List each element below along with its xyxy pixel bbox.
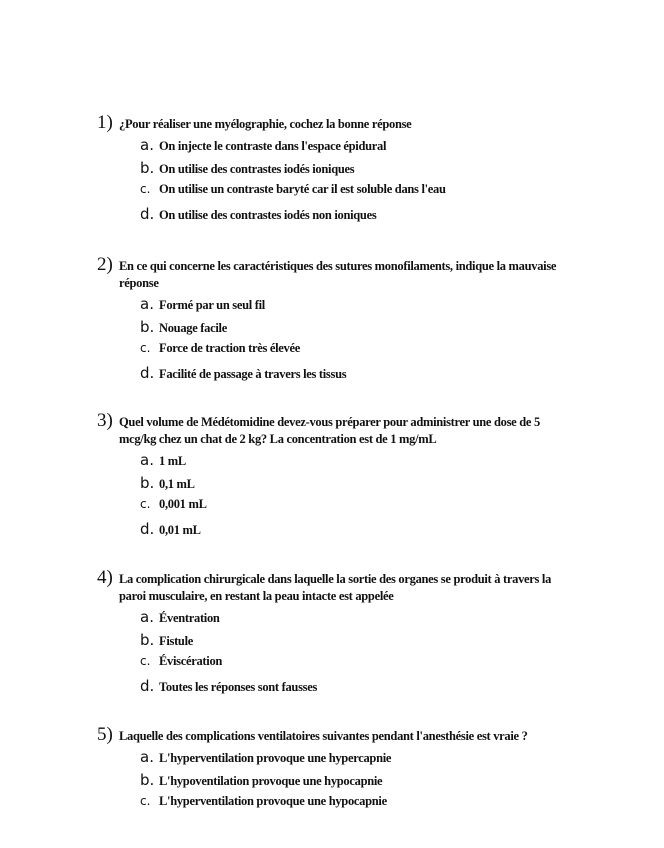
- option-c: [140, 654, 577, 677]
- option-b: [140, 159, 577, 182]
- option-letter: c.: [140, 341, 151, 355]
- option-c: [140, 341, 577, 364]
- option-letter: b.: [140, 159, 155, 177]
- option-text: On utilise des contrastes iodés ioniques: [159, 162, 355, 176]
- option-letter: a.: [140, 136, 154, 154]
- option-b: [140, 474, 577, 497]
- option-b: [140, 771, 577, 794]
- question-header: [97, 410, 577, 448]
- option-text: On utilise des contrastes iodés non ioniques: [159, 208, 377, 222]
- option-text: Éviscération: [159, 654, 223, 668]
- option-d: [140, 364, 577, 387]
- option-text: L'hyperventilation provoque une hypercapnie: [159, 751, 392, 765]
- question-3: [97, 410, 577, 543]
- option-a: [140, 295, 577, 318]
- option-d: [140, 677, 577, 700]
- question-4: [97, 567, 577, 700]
- option-text: 0,001 mL: [159, 497, 207, 511]
- answer-options: [97, 608, 577, 700]
- question-text: La complication chirurgicale dans laquelle la sortie des organes se produit à travers la paroi musculaire, en restant la peau intacte est appelée: [119, 572, 552, 603]
- option-text: Force de traction très élevée: [159, 341, 300, 355]
- option-letter: a.: [140, 295, 154, 313]
- answer-options: [97, 748, 577, 817]
- answer-options: [97, 295, 577, 387]
- option-letter: b.: [140, 771, 155, 789]
- option-text: L'hypoventilation provoque une hypocapnie: [159, 774, 383, 788]
- option-letter: d.: [140, 677, 155, 695]
- option-a: [140, 748, 577, 771]
- option-text: Toutes les réponses sont fausses: [159, 680, 318, 694]
- question-5: [97, 724, 577, 817]
- option-a: [140, 608, 577, 631]
- option-text: On injecte le contraste dans l'espace épidural: [159, 139, 387, 153]
- option-letter: c.: [140, 794, 151, 808]
- option-letter: b.: [140, 631, 155, 649]
- question-text: ¿Pour réaliser une myélographie, cochez la bonne réponse: [119, 117, 412, 131]
- question-number: 3): [97, 410, 113, 431]
- option-a: [140, 136, 577, 159]
- option-text: On utilise un contraste baryté car il est soluble dans l'eau: [159, 182, 446, 196]
- option-c: [140, 794, 577, 817]
- question-2: [97, 254, 577, 387]
- question-1: [97, 112, 577, 228]
- question-text: Laquelle des complications ventilatoires suivantes pendant l'anesthésie est vraie ?: [119, 729, 528, 743]
- option-text: 1 mL: [159, 454, 186, 468]
- option-letter: d.: [140, 520, 155, 538]
- question-text: Quel volume de Médétomidine devez-vous préparer pour administrer une dose de 5 mcg/kg chez un chat de 2 kg? La concentration est de 1 mg/mL: [119, 415, 540, 446]
- option-text: Fistule: [159, 634, 194, 648]
- option-b: [140, 631, 577, 654]
- option-a: [140, 451, 577, 474]
- option-text: Formé par un seul fil: [159, 298, 265, 312]
- question-number: 2): [97, 254, 113, 275]
- question-header: [97, 112, 577, 133]
- option-letter: b.: [140, 474, 155, 492]
- question-header: [97, 254, 577, 292]
- option-text: 0,1 mL: [159, 477, 195, 491]
- question-header: [97, 724, 577, 745]
- question-number: 1): [97, 112, 113, 133]
- option-b: [140, 318, 577, 341]
- option-letter: c.: [140, 182, 151, 196]
- answer-options: [97, 136, 577, 228]
- option-letter: b.: [140, 318, 155, 336]
- question-text: En ce qui concerne les caractéristiques des sutures monofilaments, indique la mauvaise réponse: [119, 259, 557, 290]
- option-text: Facilité de passage à travers les tissus: [159, 367, 347, 381]
- option-letter: a.: [140, 608, 154, 626]
- option-c: [140, 497, 577, 520]
- option-d: [140, 205, 577, 228]
- option-letter: c.: [140, 654, 151, 668]
- option-letter: a.: [140, 748, 154, 766]
- question-number: 5): [97, 724, 113, 745]
- option-letter: d.: [140, 364, 155, 382]
- answer-options: [97, 451, 577, 543]
- option-d: [140, 520, 577, 543]
- option-text: Nouage facile: [159, 321, 227, 335]
- option-letter: c.: [140, 497, 151, 511]
- option-letter: d.: [140, 205, 155, 223]
- option-c: [140, 182, 577, 205]
- option-text: 0,01 mL: [159, 523, 201, 537]
- option-letter: a.: [140, 451, 154, 469]
- question-header: [97, 567, 577, 605]
- option-text: Éventration: [159, 611, 220, 625]
- option-text: L'hyperventilation provoque une hypocapnie: [159, 794, 387, 808]
- question-number: 4): [97, 567, 113, 588]
